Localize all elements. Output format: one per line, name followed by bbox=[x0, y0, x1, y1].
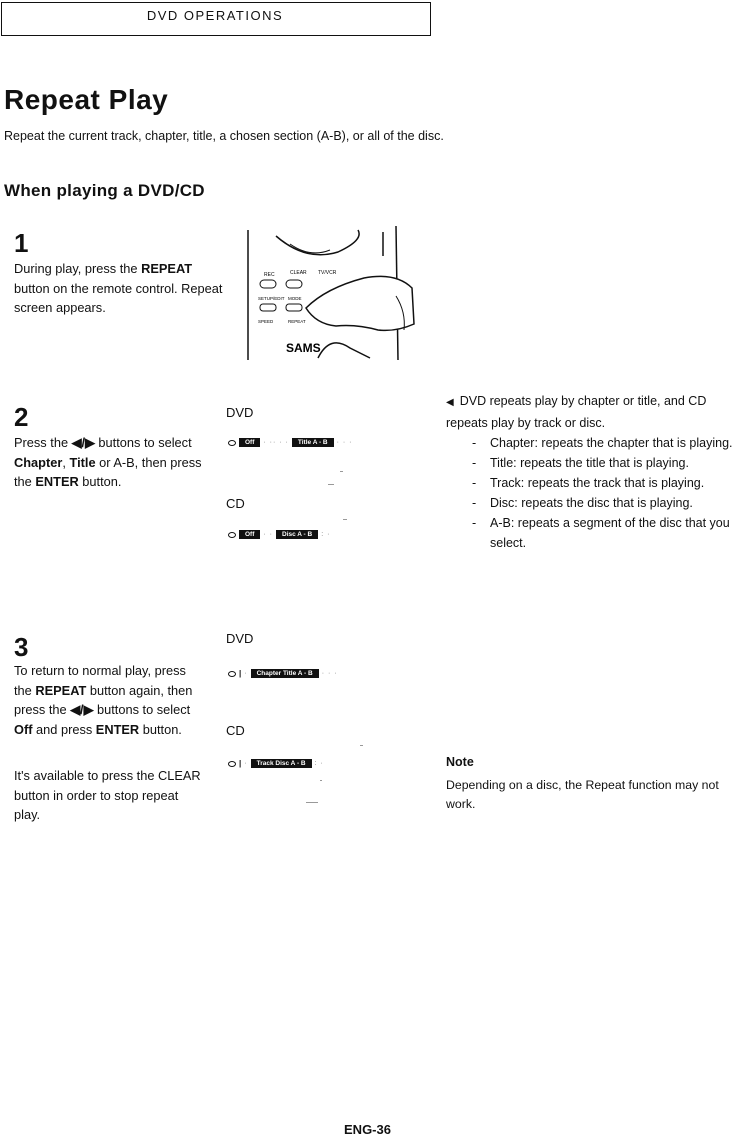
step-1-text: During play, press the REPEAT button on the remote control. Repeat screen appears. bbox=[14, 261, 223, 315]
cd-label: CD bbox=[226, 723, 245, 738]
svg-text:SAMS: SAMS bbox=[286, 341, 321, 355]
step-2-number: 2 bbox=[14, 402, 29, 432]
list-item: - Disc: repeats the disc that is playing. bbox=[472, 493, 735, 513]
pointer-arrow-icon: ◀ bbox=[446, 397, 454, 408]
list-item: - Title: repeats the title that is playing. bbox=[472, 453, 735, 473]
dvd-label: DVD bbox=[226, 405, 254, 420]
svg-text:TV/VCR: TV/VCR bbox=[318, 270, 337, 276]
repeat-osd-cd-step3: | · Track Disc A - B : · bbox=[228, 758, 324, 769]
disc-icon bbox=[228, 440, 236, 446]
step-1-number: 1 bbox=[14, 228, 29, 258]
intro-text: Repeat the current track, chapter, title, a chosen section (A-B), or all of the disc. bbox=[4, 129, 444, 143]
step-3-extra: It's available to press the CLEAR button in order to stop repeat play. bbox=[14, 768, 201, 822]
osd-off-segment: Off bbox=[239, 438, 260, 447]
repeat-osd-dvd-step3: | · Chapter Title A - B · · · bbox=[228, 668, 338, 679]
section-subheading: When playing a DVD/CD bbox=[4, 181, 205, 200]
svg-text:CLEAR: CLEAR bbox=[290, 270, 307, 276]
svg-text:REC: REC bbox=[264, 272, 275, 278]
osd-mode-segment: Title A - B bbox=[292, 438, 334, 447]
step-3-text: To return to normal play, press the REPEAT button again, then press the ◀/▶ buttons to select Off and press ENTER button. bbox=[14, 663, 193, 737]
osd-mode-segment: Disc A - B bbox=[276, 530, 318, 539]
list-item: - A-B: repeats a segment of the disc that you select. bbox=[472, 513, 735, 553]
disc-icon bbox=[228, 532, 236, 538]
disc-icon bbox=[228, 761, 236, 767]
step-2-text: Press the ◀/▶ buttons to select Chapter, Title or A-B, then press the ENTER button. bbox=[14, 435, 202, 489]
note-body: Depending on a disc, the Repeat function may not work. bbox=[446, 778, 719, 811]
step-3-number: 3 bbox=[14, 632, 29, 662]
list-item: - Chapter: repeats the chapter that is playing. bbox=[472, 433, 735, 453]
osd-mode-segment: Track Disc A - B bbox=[251, 759, 312, 768]
svg-text:SETUP/EDIT: SETUP/EDIT bbox=[258, 296, 285, 301]
page-number: ENG-36 bbox=[344, 1122, 391, 1137]
osd-off-segment: Off bbox=[239, 530, 260, 539]
remote-control-illustration bbox=[246, 222, 416, 360]
cd-label: CD bbox=[226, 496, 245, 511]
repeat-notes bbox=[446, 391, 735, 553]
section-header: DVD OPERATIONS bbox=[146, 8, 284, 23]
svg-text:MODE: MODE bbox=[288, 296, 302, 301]
repeat-osd-cd-step2: Off · · Disc A - B : · bbox=[228, 529, 330, 540]
disc-icon bbox=[228, 671, 236, 677]
dvd-label: DVD bbox=[226, 631, 254, 646]
repeat-osd-dvd-step2: Off · ·· · · Title A - B · · · bbox=[228, 437, 353, 448]
svg-text:REPEAT: REPEAT bbox=[288, 319, 306, 324]
notes-lead: DVD repeats play by chapter or title, and CD repeats play by track or disc. bbox=[446, 394, 707, 430]
page-title: Repeat Play bbox=[4, 84, 169, 115]
osd-mode-segment: Chapter Title A - B bbox=[251, 669, 319, 678]
note-heading: Note bbox=[446, 755, 474, 769]
svg-text:SPEED: SPEED bbox=[258, 319, 274, 324]
list-item: - Track: repeats the track that is playing. bbox=[472, 473, 735, 493]
